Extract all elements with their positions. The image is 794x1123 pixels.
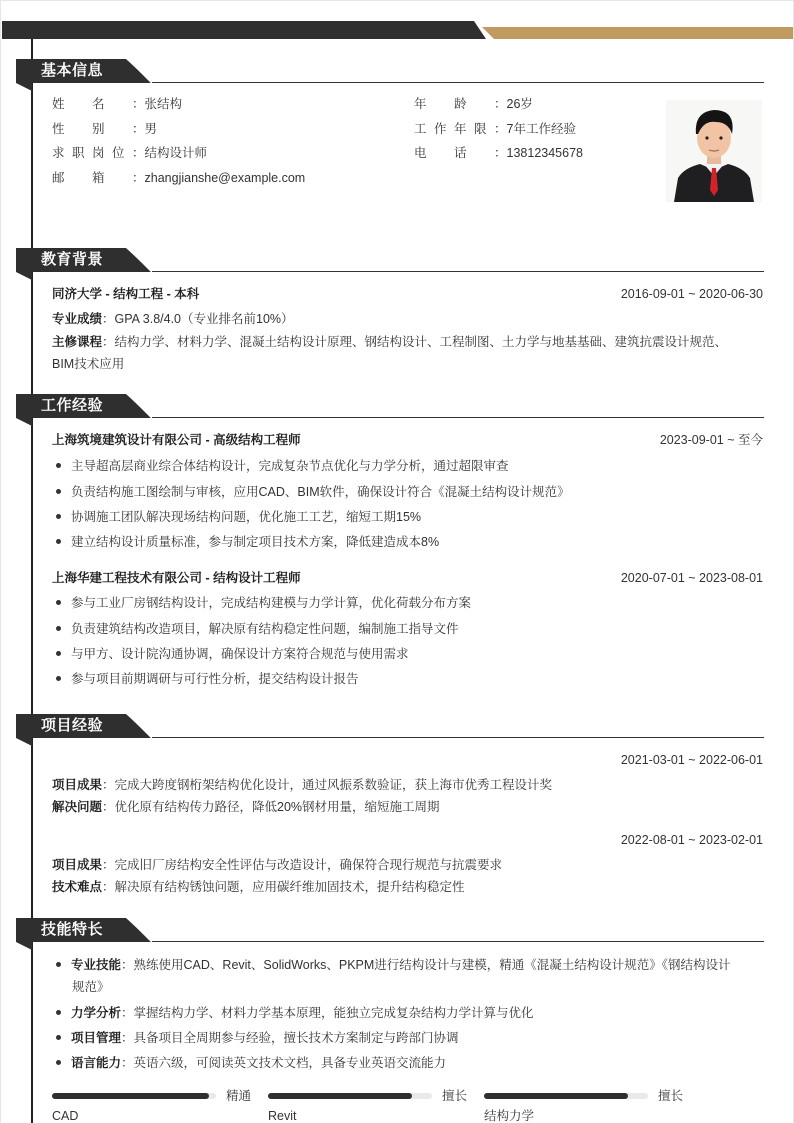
job-bullet: 参与项目前期调研与可行性分析，提交结构设计报告 bbox=[56, 669, 359, 689]
info-row-gender: 性 别 ：男 bbox=[52, 119, 157, 139]
skill-level: 擅长 bbox=[658, 1089, 684, 1103]
info-value: 结构设计师 bbox=[144, 146, 208, 160]
stripes-icon bbox=[120, 714, 154, 738]
bullet-icon bbox=[56, 1060, 61, 1065]
job-bullet: 负责建筑结构改造项目，解决原有结构稳定性问题，编制施工指导文件 bbox=[56, 619, 459, 639]
header-band-dark bbox=[2, 21, 486, 39]
skill-progress-bar bbox=[52, 1093, 216, 1099]
job-date: 2020-07-01 ~ 2023-08-01 bbox=[620, 571, 763, 585]
section-tab-fold bbox=[16, 418, 32, 426]
section-header-education bbox=[16, 248, 764, 274]
job-heading: 上海华建工程技术有限公司 - 结构设计工程师 bbox=[52, 571, 301, 585]
skill-name: Revit bbox=[268, 1109, 297, 1123]
bullet-icon bbox=[56, 626, 61, 631]
section-title: 技能特长 bbox=[41, 921, 104, 938]
section-tab-fold bbox=[16, 83, 32, 91]
section-title: 教育背景 bbox=[41, 251, 104, 268]
page-edge-top bbox=[0, 0, 794, 1]
job-bullet: 参与工业厂房钢结构设计，完成结构建模与力学计算，优化荷载分布方案 bbox=[56, 593, 471, 613]
stripes-icon bbox=[120, 918, 154, 942]
info-label: 性 别 bbox=[52, 122, 105, 136]
project-line: 技术难点：解决原有结构锈蚀问题，应用碳纤维加固技术，提升结构稳定性 bbox=[52, 880, 465, 894]
bullet-icon bbox=[56, 1035, 61, 1040]
bullet-icon bbox=[56, 962, 61, 967]
bullet-icon bbox=[56, 463, 61, 468]
header-band-gold bbox=[482, 27, 793, 39]
project-date: 2022-08-01 ~ 2023-02-01 bbox=[620, 833, 763, 847]
section-rule bbox=[152, 417, 764, 418]
bullet-icon bbox=[56, 676, 61, 681]
section-header-skills bbox=[16, 918, 764, 944]
skill-item-cont: 规范》 bbox=[72, 980, 110, 994]
section-rule bbox=[152, 271, 764, 272]
section-tab-fold bbox=[16, 738, 32, 746]
info-value: 男 bbox=[144, 122, 158, 136]
section-title: 基本信息 bbox=[41, 62, 104, 79]
bullet-icon bbox=[56, 651, 61, 656]
info-value-email[interactable]: zhangjianshe@example.com bbox=[144, 171, 306, 185]
bullet-icon bbox=[56, 514, 61, 519]
info-label: 邮 箱 bbox=[52, 171, 105, 185]
section-header-basic bbox=[16, 59, 764, 85]
left-vertical-rule bbox=[31, 39, 33, 1123]
section-rule bbox=[152, 82, 764, 83]
stripes-icon bbox=[120, 394, 154, 418]
job-bullet: 协调施工团队解决现场结构问题，优化施工工艺，缩短工期15% bbox=[56, 507, 421, 527]
courses-label: 主修课程 bbox=[52, 335, 103, 349]
project-line: 项目成果：完成旧厂房结构安全性评估与改造设计，确保符合现行规范与抗震要求 bbox=[52, 858, 503, 872]
info-label: 求 职 岗 位 bbox=[52, 146, 125, 160]
skill-progress-bar bbox=[268, 1093, 432, 1099]
section-header-projects bbox=[16, 714, 764, 740]
info-row-name: 姓 名 ：张结构 bbox=[52, 94, 182, 114]
section-rule bbox=[152, 737, 764, 738]
info-label: 电 话 bbox=[414, 146, 467, 160]
section-tab-fold bbox=[16, 272, 32, 280]
section-header-work bbox=[16, 394, 764, 420]
project-line: 项目成果：完成大跨度钢桁架结构优化设计，通过风振系数验证，获上海市优秀工程设计奖 bbox=[52, 778, 553, 792]
skill-item: 项目管理：具备项目全周期参与经验，擅长技术方案制定与跨部门协调 bbox=[56, 1028, 459, 1048]
section-rule bbox=[152, 941, 764, 942]
avatar bbox=[666, 100, 762, 202]
skill-level: 精通 bbox=[226, 1089, 252, 1103]
info-label: 姓 名 bbox=[52, 97, 105, 111]
project-line: 解决问题：优化原有结构传力路径，降低20%钢材用量，缩短施工周期 bbox=[52, 800, 440, 814]
info-row-age: 年 龄 ：26岁 bbox=[414, 94, 533, 114]
job-bullet: 主导超高层商业综合体结构设计，完成复杂节点优化与力学分析，通过超限审查 bbox=[56, 456, 509, 476]
section-tab-fold bbox=[16, 942, 32, 950]
project-date: 2021-03-01 ~ 2022-06-01 bbox=[620, 753, 763, 767]
job-bullet: 与甲方、设计院沟通协调，确保设计方案符合规范与使用需求 bbox=[56, 644, 409, 664]
info-value: 26岁 bbox=[506, 97, 533, 111]
bullet-icon bbox=[56, 539, 61, 544]
info-row-phone: 电 话 ：13812345678 bbox=[414, 143, 583, 163]
info-row-position: 求 职 岗 位 ：结构设计师 bbox=[52, 143, 207, 163]
education-heading: 同济大学 - 结构工程 - 本科 bbox=[52, 287, 200, 301]
info-label: 年 龄 bbox=[414, 97, 467, 111]
education-courses-cont: BIM技术应用 bbox=[52, 357, 125, 371]
skill-item: 专业技能：熟练使用CAD、Revit、SolidWorks、PKPM进行结构设计与建模，精通《混凝土结构设计规范》《钢结构设计 bbox=[56, 955, 731, 975]
skill-name: CAD bbox=[52, 1109, 79, 1123]
section-title: 工作经验 bbox=[41, 397, 104, 414]
skill-item: 力学分析：掌握结构力学、材料力学基本原理，能独立完成复杂结构力学计算与优化 bbox=[56, 1003, 534, 1023]
page-edge-left bbox=[0, 0, 1, 1123]
gpa-label: 专业成绩 bbox=[52, 312, 103, 326]
job-bullet: 负责结构施工图绘制与审核，应用CAD、BIM软件，确保设计符合《混凝土结构设计规范》 bbox=[56, 482, 570, 502]
bullet-icon bbox=[56, 489, 61, 494]
gpa-value: GPA 3.8/4.0（专业排名前10%） bbox=[114, 312, 294, 326]
info-value: 张结构 bbox=[144, 97, 183, 111]
job-date: 2023-09-01 ~ 至今 bbox=[659, 433, 763, 447]
skill-level: 擅长 bbox=[442, 1089, 468, 1103]
info-row-email: 邮 箱 ：zhangjianshe@example.com bbox=[52, 168, 305, 188]
info-row-experience: 工 作 年 限 ：7年工作经验 bbox=[414, 119, 576, 139]
stripes-icon bbox=[120, 248, 154, 272]
education-date: 2016-09-01 ~ 2020-06-30 bbox=[620, 287, 763, 301]
profile-photo-icon bbox=[666, 100, 762, 202]
bullet-icon bbox=[56, 1010, 61, 1015]
info-value-phone: 13812345678 bbox=[506, 146, 583, 160]
skill-name: 结构力学 bbox=[484, 1109, 535, 1123]
info-label: 工 作 年 限 bbox=[414, 122, 487, 136]
job-heading: 上海筑境建筑设计有限公司 - 高级结构工程师 bbox=[52, 433, 301, 447]
job-bullet: 建立结构设计质量标准，参与制定项目技术方案，降低建造成本8% bbox=[56, 532, 439, 552]
skill-progress-bar bbox=[484, 1093, 648, 1099]
stripes-icon bbox=[120, 59, 154, 83]
info-value: 7年工作经验 bbox=[506, 122, 576, 136]
education-courses: 主修课程：结构力学、材料力学、混凝土结构设计原理、钢结构设计、工程制图、土力学与地基基础、建筑抗震设计规范、 bbox=[52, 335, 728, 349]
education-gpa: 专业成绩：GPA 3.8/4.0（专业排名前10%） bbox=[52, 312, 294, 326]
bullet-icon bbox=[56, 600, 61, 605]
section-title: 项目经验 bbox=[41, 717, 104, 734]
skill-item: 语言能力：英语六级，可阅读英文技术文档，具备专业英语交流能力 bbox=[56, 1053, 446, 1073]
courses-value: 结构力学、材料力学、混凝土结构设计原理、钢结构设计、工程制图、土力学与地基基础、建筑抗震设计规范、 bbox=[114, 335, 728, 349]
